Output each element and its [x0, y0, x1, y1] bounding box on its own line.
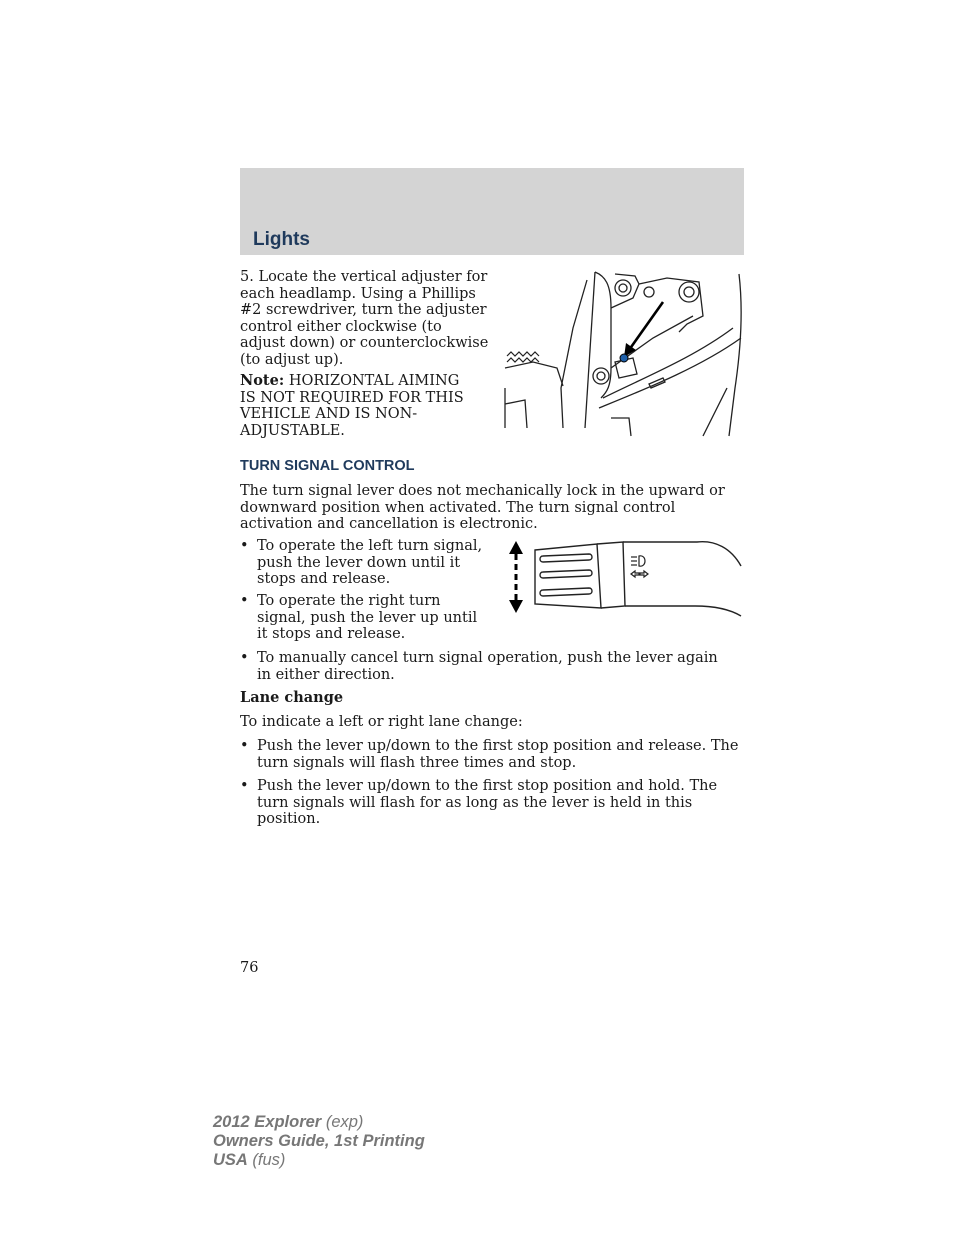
headlamp-symbol-icon [631, 556, 645, 566]
footer-model: 2012 Explorer [213, 1113, 322, 1131]
footer-region-code: (fus) [247, 1151, 286, 1169]
bullet-dot: • [240, 650, 249, 666]
bullet-dot: • [240, 738, 249, 754]
section-intro: The turn signal lever does not mechanically lock in the upward or downward position when activated. The turn signal control activation and cancellation is electronic. [240, 483, 725, 532]
page-title: Lights [253, 229, 310, 250]
bullet-dot: • [240, 538, 249, 554]
note-text: HORIZONTAL AIMING IS NOT REQUIRED FOR THIS VEHICLE AND IS NON-ADJUSTABLE. [240, 373, 464, 439]
lane-change-heading: Lane change [240, 689, 344, 706]
page-number: 76 [240, 960, 259, 976]
footer-region: USA [213, 1151, 248, 1169]
note-label: Note: [240, 372, 285, 389]
bullet-text: To manually cancel turn signal operation, push the lever again in either direction. [257, 650, 718, 683]
section-heading: TURN SIGNAL CONTROL [240, 458, 415, 474]
bullet-text: Push the lever up/down to the first stop position and hold. The turn signals will flash for as long as the lever is held in this position. [257, 778, 718, 827]
bullet-text: Push the lever up/down to the first stop position and release. The turn signals will flash three times and stop. [257, 738, 739, 771]
bullet-dot: • [240, 593, 249, 609]
footer [213, 1113, 425, 1170]
header-band [240, 168, 744, 255]
footer-guide: Owners Guide, 1st Printing [213, 1132, 425, 1150]
turn-arrows-icon [631, 571, 648, 577]
arrow-icon [624, 302, 663, 357]
lane-change-intro: To indicate a left or right lane change: [240, 714, 523, 730]
turn-signal-lever-illustration [505, 538, 745, 618]
note-paragraph [240, 373, 475, 439]
bullet-text: To operate the left turn signal, push the lever down until it stops and release. [257, 538, 483, 587]
headlamp-adjuster-illustration [503, 268, 747, 438]
up-down-arrow-icon [509, 541, 523, 613]
footer-model-code: (exp) [321, 1113, 364, 1131]
step5-text: 5. Locate the vertical adjuster for each headlamp. Using a Phillips #2 screwdriver, turn the adjuster control either clockwise (to adjust down) or counterclockwise (to adjust up). [240, 269, 489, 368]
bullet-text: To operate the right turn signal, push the lever up until it stops and release. [257, 593, 478, 642]
bullet-dot: • [240, 778, 249, 794]
